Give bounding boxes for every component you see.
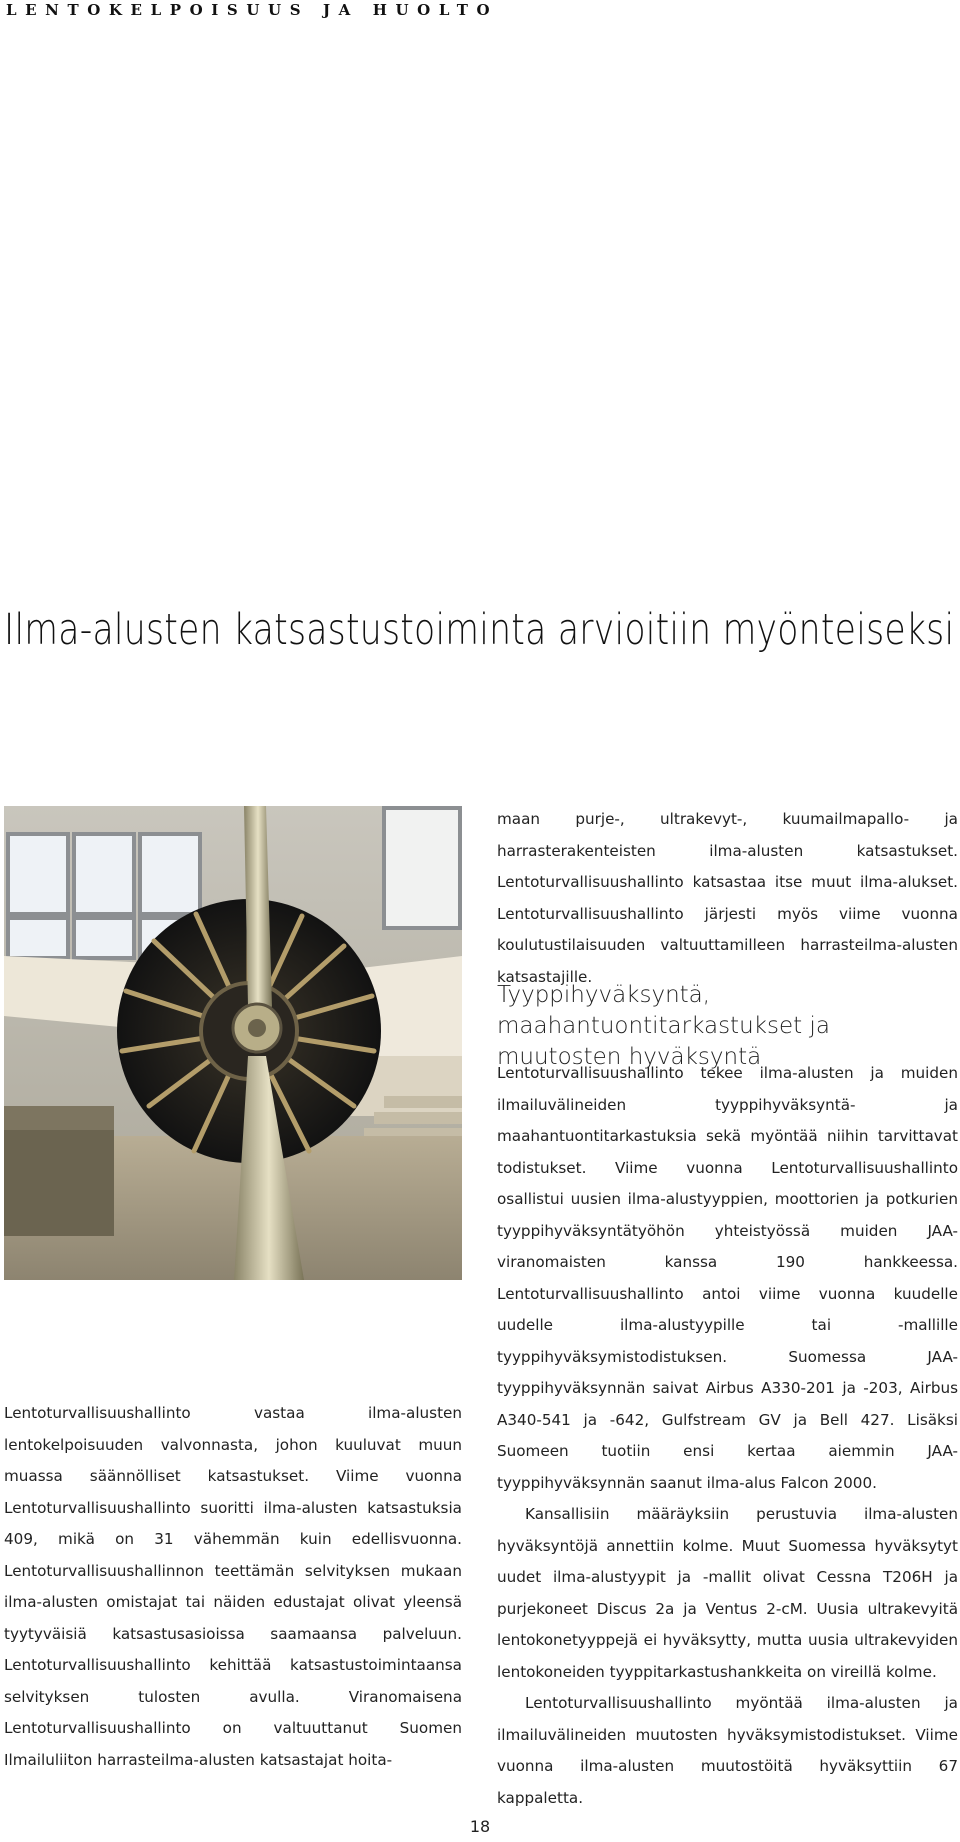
intro-paragraph-part-1: Lentoturvallisuushallinto vastaa ilma-alusten lentokelpoisuuden valvonnasta, johon kuuluvat muun muassa säännölliset katsastukset. Viime vuonna Lentoturvallisuushallinto suoritti ilma-alusten katsastuksia 409, mikä on 31 vähemmän kuin edellisvuonna. Lentoturvallisuushallinnon teettämän selvityksen mukaan ilma-alusten omistajat tai näiden edustajat olivat yleensä tyytyväisiä katsastusasioissa saamaansa palveluun. Lentoturvallisuushallinto kehittää katsastustoimintaansa selvityksen tulosten avulla. Viranomaisena Lentoturvallisuushallinto on valtuuttanut Suomen Ilmailuliiton harrasteilma-alusten katsastajat hoita- <box>4 1404 462 1769</box>
page-number: 18 <box>469 1817 491 1836</box>
radial-engine-photo <box>4 806 462 1280</box>
body-paragraph: Kansallisiin määräyksiin perustuvia ilma-alusten hyväksyntöjä annettiin kolme. Muut Suomessa hyväksytyt uudet ilma-alustyypit ja -mallit olivat Cessna T206H ja purjekoneet Discus 2a ja Ventus 2-cM. Uusia ultrakevyitä lentokonetyyppejä ei hyväksytty, mutta uusia ultrakevyiden lentokoneiden tyyppitarkastushankkeita on vireillä kolme. <box>497 1505 958 1681</box>
section-label: LENTOKELPOISUUS JA HUOLTO <box>6 1 499 19</box>
article-title: Ilma-alusten katsastustoiminta arvioitiin myönteiseksi <box>4 605 955 655</box>
body-paragraph: Lentoturvallisuushallinto tekee ilma-alusten ja muiden ilmailuvälineiden tyyppihyväksyntä- ja maahantuontitarkastuksia sekä myöntää niihin tarvittavat todistukset. Viime vuonna Lentoturvallisuushallinto osallistui uusien ilma-alustyyppien, moottorien ja potkurien tyyppihyväksyntätyöhön yhteistyössä muiden JAA-viranomaisten kanssa 190 hankkeessa. Lentoturvallisuushallinto antoi viime vuonna kuudelle uudelle ilma-alustyypille tai -mallille tyyppihyväksymistodistuksen. Suomessa JAA-tyyppihyväksynnän saivat Airbus A330-201 ja -203, Airbus A340-541 ja -642, Gulfstream GV ja Bell 427. Lisäksi Suomeen tuotiin ensi kertaa aiemmin JAA-tyyppihyväksynnän saanut ilma-alus Falcon 2000. <box>497 1064 958 1492</box>
body-column <box>497 1058 958 1814</box>
intro-paragraph-part-2: maan purje-, ultrakevyt-, kuumailmapallo- ja harrasterakenteisten ilma-alusten katsastukset. Lentoturvallisuushallinto katsastaa itse muut ilma-alukset. Lentoturvallisuushallinto järjesti myös viime vuonna koulutustilaisuuden valtuuttamilleen harrasteilma-alusten katsastajille. <box>497 810 958 986</box>
body-paragraph: Lentoturvallisuushallinto myöntää ilma-alusten ja ilmailuvälineiden muutosten hyväksymistodistukset. Viime vuonna ilma-alusten muutostöitä hyväksyttiin 67 kappaletta. <box>497 1694 958 1807</box>
section-subheading: Tyyppihyväksyntä, maahantuontitarkastukset ja muutosten hyväksyntä <box>497 982 830 1070</box>
intro-column-left <box>4 1398 462 1776</box>
intro-column-right <box>497 804 958 993</box>
